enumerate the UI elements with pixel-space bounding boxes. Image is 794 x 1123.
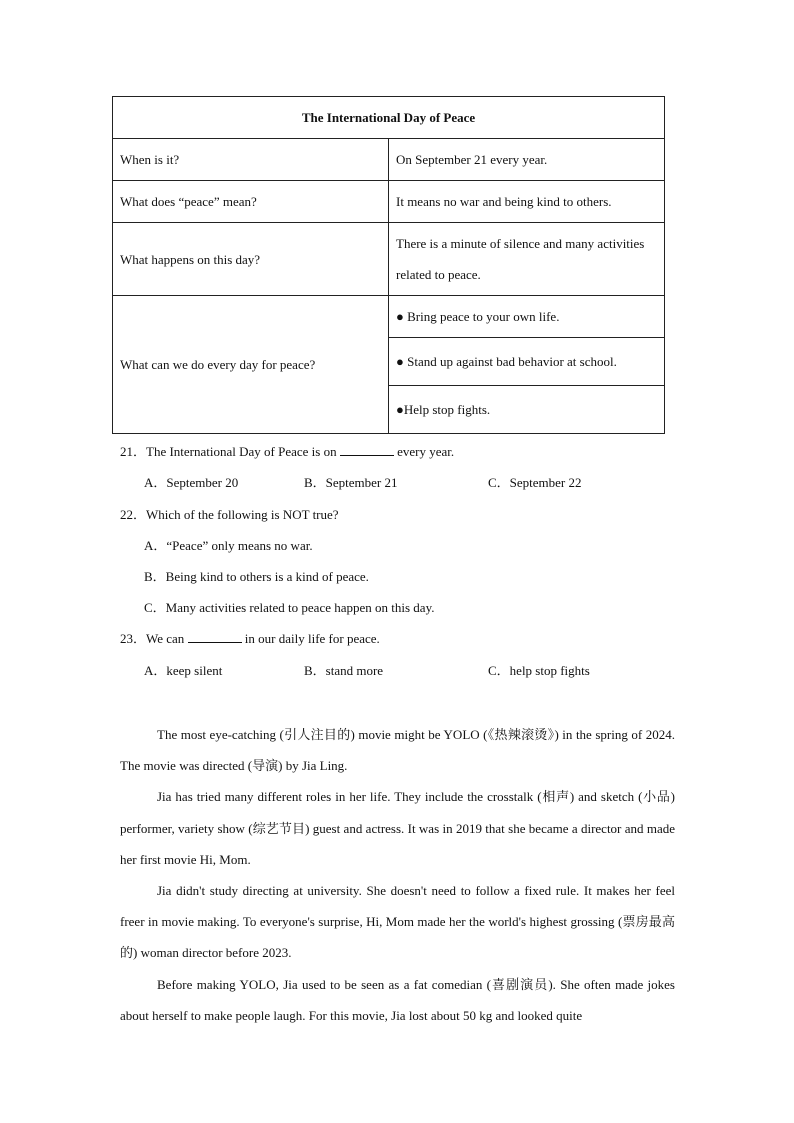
- table-row: [113, 296, 665, 338]
- table-answer-cell: ● Bring peace to your own life.: [389, 296, 665, 338]
- table-answer-cell: On September 21 every year.: [389, 139, 665, 181]
- option-c[interactable]: C．September 22: [488, 475, 582, 490]
- answer-blank[interactable]: [188, 631, 242, 643]
- table-row: [113, 181, 665, 223]
- question-text: every year.: [397, 444, 455, 459]
- table-answer-cell: ● Stand up against bad behavior at school.: [389, 338, 665, 386]
- option-a[interactable]: A．September 20: [144, 475, 239, 490]
- option-a[interactable]: A．“Peace” only means no war.: [144, 538, 313, 553]
- option-b[interactable]: B．stand more: [304, 663, 384, 678]
- table-question-cell: What happens on this day?: [113, 223, 389, 296]
- table-question-cell: What can we do every day for peace?: [113, 296, 389, 434]
- question-text: 21．The International Day of Peace is on: [120, 444, 337, 459]
- question-22: 22．Which of the following is NOT true?: [120, 507, 339, 522]
- table-question-cell: When is it?: [113, 139, 389, 181]
- question-text: 23．We can: [120, 631, 185, 646]
- option-c[interactable]: C．help stop fights: [488, 663, 590, 678]
- option-b[interactable]: B．September 21: [304, 475, 398, 490]
- question-text: in our daily life for peace.: [244, 631, 380, 646]
- passage-paragraph: Before making YOLO, Jia used to be seen as a fat comedian (喜剧演员). She often made jokes about herself to make people laugh. For this movie, Jia lost about 50 kg and looked quite: [120, 976, 675, 1023]
- answer-blank[interactable]: [340, 444, 394, 456]
- passage-paragraph: Jia has tried many different roles in her life. They include the crosstalk (相声) and sketch (小品) performer, variety show (综艺节目) guest and actress. It was in 2019 that she became a director and made her first movie Hi, Mom.: [120, 789, 675, 867]
- table-row: [113, 223, 665, 296]
- table-question-cell: What does “peace” mean?: [113, 181, 389, 223]
- reading-passage: [120, 719, 675, 1031]
- table-answer-cell: ●Help stop fights.: [389, 386, 665, 434]
- option-a[interactable]: A．keep silent: [144, 663, 223, 678]
- question-21: [120, 441, 454, 460]
- option-b[interactable]: B．Being kind to others is a kind of peace.: [144, 569, 369, 584]
- table-answer-cell: It means no war and being kind to others.: [389, 181, 665, 223]
- peace-day-table: [112, 96, 665, 434]
- table-row: [113, 139, 665, 181]
- question-23: [120, 628, 380, 647]
- passage-paragraph: Jia didn't study directing at university. She doesn't need to follow a fixed rule. It makes her feel freer in movie making. To everyone's surprise, Hi, Mom made her the world's highest grossing (票房最高的) woman director before 2023.: [120, 883, 675, 961]
- table-answer-cell: There is a minute of silence and many activities related to peace.: [389, 223, 665, 296]
- option-c[interactable]: C．Many activities related to peace happen on this day.: [144, 600, 435, 615]
- table-title: The International Day of Peace: [113, 97, 665, 139]
- passage-paragraph: The most eye-catching (引人注目的) movie might be YOLO (《热辣滚烫》) in the spring of 2024. The movie was directed (导演) by Jia Ling.: [120, 727, 675, 774]
